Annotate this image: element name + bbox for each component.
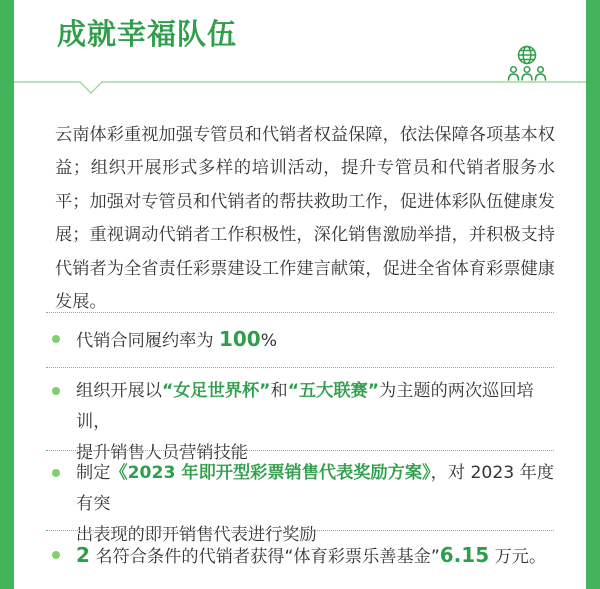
- list-divider: [46, 450, 554, 451]
- highlight-number: 100: [218, 327, 261, 351]
- item-text-part: 万元。: [489, 547, 547, 567]
- list-item-text: [76, 540, 556, 573]
- list-item-text: [76, 376, 556, 469]
- item-text-part: %: [260, 331, 278, 351]
- intro-divider: [46, 312, 554, 313]
- item-text-part: 制定: [76, 463, 111, 483]
- bullet-dot-icon: [52, 335, 60, 343]
- section-title: 成就幸福队伍: [57, 17, 238, 51]
- item-text-part: ，对 2023 年度有突: [76, 463, 555, 514]
- title-divider: [14, 0, 586, 100]
- item-text-part: 和: [270, 381, 288, 401]
- highlight-number: 2: [76, 543, 90, 567]
- list-item-text: [76, 324, 556, 357]
- highlight-text: “女足世界杯”: [161, 381, 271, 401]
- highlight-number: 6.15: [439, 543, 490, 567]
- people-globe-icon: [507, 44, 547, 84]
- highlight-text: 《2023 年即开型彩票销售代表奖励方案》: [110, 463, 431, 483]
- bullet-dot-icon: [52, 469, 60, 477]
- item-text-part: 提升销售人员营销技能: [76, 443, 248, 463]
- content-card: [14, 0, 586, 589]
- intro-paragraph: 云南体彩重视加强专管员和代销者权益保障，依法保障各项基本权益；组织开展形式多样的培训活动，提升专管员和代销者服务水平；加强对专管员和代销者的帮扶救助工作，促进体彩队伍健康发展；重视调动代销者工作积极性，深化销售激励举措，并积极支持代销者为全省责任彩票建设工作建言献策，促进全省体育彩票健康发展。: [55, 125, 555, 313]
- item-text-part: 为主题的两次巡回培训，: [76, 381, 534, 432]
- item-text-part: 名符合条件的代销者获得“体育彩票乐善基金”: [89, 547, 440, 567]
- list-divider: [46, 367, 554, 368]
- bullet-dot-icon: [52, 387, 60, 395]
- bullet-dot-icon: [52, 551, 60, 559]
- highlight-text: “五大联赛”: [287, 381, 380, 401]
- item-text-part: 组织开展以: [76, 381, 162, 401]
- item-text-part: 出表现的即开销售代表进行奖励: [76, 525, 317, 545]
- list-item-text: [76, 458, 556, 551]
- item-text-part: 代销合同履约率为: [76, 331, 219, 351]
- list-divider: [46, 530, 554, 531]
